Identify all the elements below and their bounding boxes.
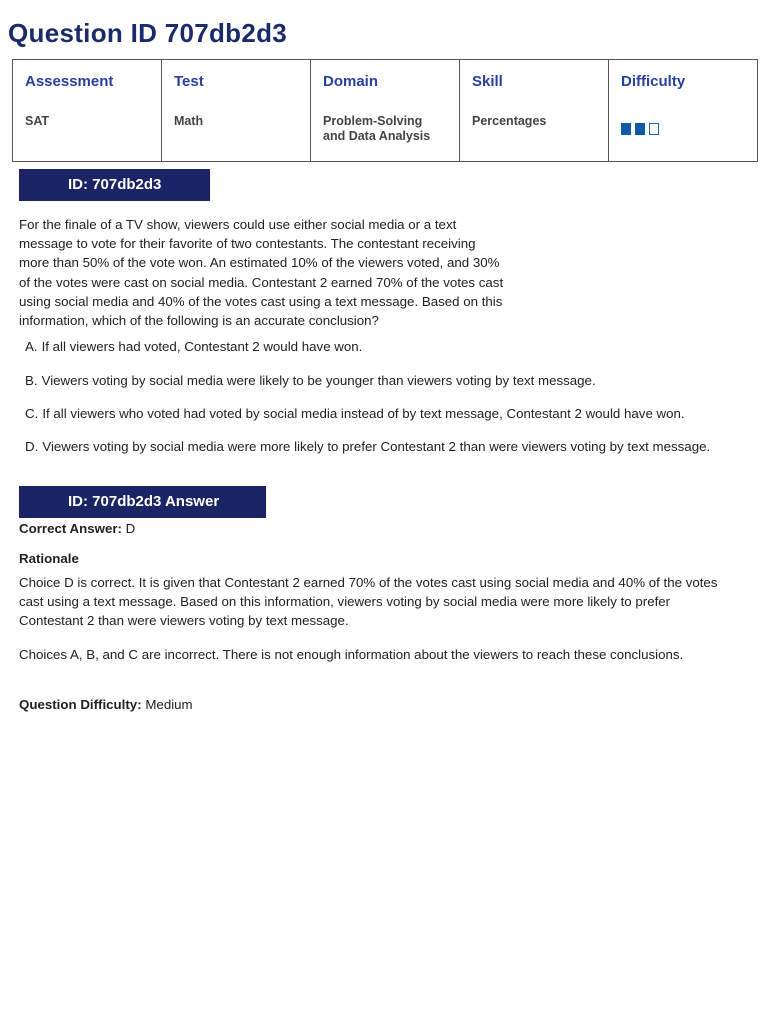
meta-value-test: Math — [174, 114, 204, 128]
question-metadata-table — [12, 59, 758, 162]
meta-value-assessment: SAT — [25, 114, 50, 128]
choice-a-letter: A. — [25, 339, 38, 354]
choice-a — [25, 339, 362, 354]
question-stem: For the finale of a TV show, viewers could use either social media or a text message to vote for their favorite of two contestants. The contestant receiving more than 50% of the vote won. An estimated 10% of the viewers voted, and 30% of the votes were cast on social media. Contestant 2 earned 70% of the votes cast using social media and 40% of the votes cast using a text message. Based on this information, which of the following is an accurate conclusion? — [19, 217, 504, 329]
answer-id-banner: ID: 707db2d3 Answer — [19, 486, 266, 518]
rationale-heading: Rationale — [19, 551, 79, 566]
meta-cell-assessment — [13, 60, 162, 162]
meta-cell-test — [162, 60, 311, 162]
choice-a-text: If all viewers had voted, Contestant 2 would have won. — [41, 339, 363, 354]
question-difficulty-label: Question Difficulty: — [19, 697, 142, 712]
difficulty-box-filled — [621, 123, 631, 135]
difficulty-box-empty — [649, 123, 659, 135]
choice-b — [25, 373, 596, 388]
page-title: Question ID 707db2d3 — [8, 18, 288, 48]
meta-cell-domain — [311, 60, 460, 162]
rationale-paragraph-incorrect: Choices A, B, and C are incorrect. There is not enough information about the viewers to reach these conclusions. — [19, 647, 684, 662]
question-difficulty-line — [19, 697, 193, 712]
meta-header-assessment: Assessment — [25, 73, 114, 90]
meta-header-skill: Skill — [472, 73, 503, 90]
question-id-banner: ID: 707db2d3 — [19, 169, 210, 201]
difficulty-box-filled — [635, 123, 645, 135]
difficulty-indicator — [621, 123, 745, 135]
meta-header-domain: Domain — [323, 73, 379, 90]
correct-answer-value: D — [125, 521, 136, 536]
correct-answer-label: Correct Answer: — [19, 521, 122, 536]
correct-answer-line — [19, 521, 135, 536]
choice-d — [25, 439, 710, 454]
meta-value-skill: Percentages — [472, 114, 547, 128]
rationale-paragraph-correct: Choice D is correct. It is given that Contestant 2 earned 70% of the votes cast using social media and 40% of the votes cast using a text message. Based on this information, viewers voting by social media were more likely to prefer Contestant 2 than were viewers voting by text message. — [19, 575, 718, 629]
meta-cell-skill — [460, 60, 609, 162]
meta-header-difficulty: Difficulty — [621, 73, 686, 90]
choice-d-letter: D. — [25, 439, 39, 454]
choice-b-letter: B. — [25, 373, 38, 388]
choice-b-text: Viewers voting by social media were likely to be younger than viewers voting by text message. — [41, 373, 596, 388]
meta-value-domain: Problem-Solving and Data Analysis — [323, 114, 431, 143]
choice-c-text: If all viewers who voted had voted by social media instead of by text message, Contestant 2 would have won. — [42, 406, 685, 421]
choice-c-letter: C. — [25, 406, 39, 421]
meta-cell-difficulty — [609, 60, 758, 162]
question-difficulty-value: Medium — [145, 697, 193, 712]
choice-d-text: Viewers voting by social media were more likely to prefer Contestant 2 than were viewers voting by text message. — [42, 439, 711, 454]
choice-c — [25, 406, 685, 421]
meta-header-test: Test — [174, 73, 204, 90]
